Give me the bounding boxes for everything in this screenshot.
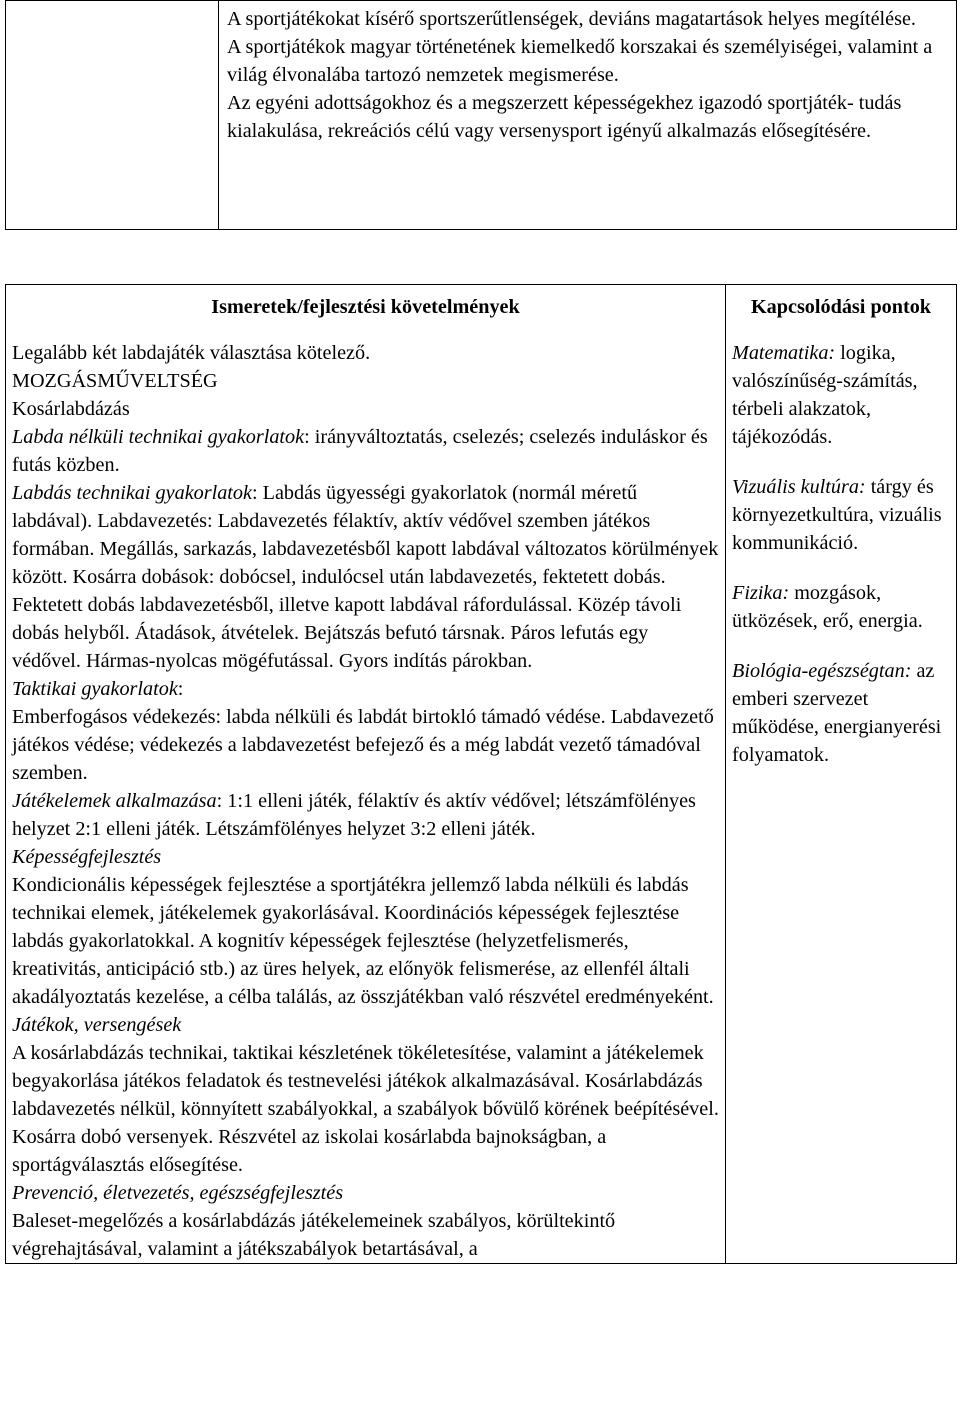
upper-paragraph-3: Az egyéni adottságokhoz és a megszerzett képességekhez igazodó sportjáték- tudás kialakulása, rekreációs célú vagy versenysport igényű alkalmazás elősegítésére. <box>227 92 902 142</box>
text-technique-ball: : Labdás ügyességi gyakorlatok (normál méretű labdával). Labdavezetés: Labdavezetés félaktív, aktív védővel szemben játékos formában. Megállás, sarkazás, labdavezetésből kapott labdával változatos körülmények között. Kosárra dobások: dobócsel, indulócsel után labdavezetés, fektetett dobás. Fektetett dobás labdavezetésből, illetve kapott labdával ráfordulással. Közép távoli dobás helyből. Átadások, átvételek. Bejátszás befutó társnak. Páros lefutás egy védővel. Hármas-nyolcas mögéfutással. Gyors indítás párokban. <box>12 482 719 672</box>
para-game-elements <box>12 787 719 843</box>
label-prevention: Prevenció, életvezetés, egészségfejlesztés <box>12 1182 344 1204</box>
upper-paragraph-1: A sportjátékokat kísérő sportszerűtlenségek, deviáns magatartások helyes megítélése. <box>227 8 916 30</box>
text-skill-development: Kondicionális képességek fejlesztése a sportjátékra jellemző labda nélküli és labdás technikai elemek, játékelemek gyakorlásával. Koordinációs képességek fejlesztése labdás gyakorlatokkal. A kognitív képességek fejlesztése (helyzetfelismerés, kreativitás, anticipáció stb.) az üres helyek, az előnyök felismerése, az ellenfél általi akadályoztatás kezelése, a célba találás, az összjátékban való részvétel eredményeként. <box>12 874 714 1008</box>
label-tactics: Taktikai gyakorlatok <box>12 678 178 700</box>
text-tactics: Emberfogásos védekezés: labda nélküli és labdát birtokló támadó védése. Labdavezető játékos védése; védekezés a labdavezetést befejező és a még labdát vezető támadóval szemben. <box>12 706 714 784</box>
upper-right-cell <box>219 1 957 230</box>
connection-math <box>732 339 950 451</box>
text-prevention: Baleset-megelőzés a kosárlabdázás játékelemeinek szabályos, körültekintő végrehajtásával, valamint a játékszabályok betartásával, a <box>12 1210 616 1260</box>
upper-left-cell <box>6 1 219 230</box>
header-connections: Kapcsolódási pontok <box>750 296 932 318</box>
text-technique-no-ball: : irányváltoztatás, cselezés; cselezés induláskor és futás közben. <box>12 426 708 476</box>
para-tactics <box>12 675 719 703</box>
requirements-cell <box>6 285 726 1264</box>
label-games-competitions: Játékok, versengések <box>12 1014 182 1036</box>
connections-cell <box>726 285 957 1264</box>
header-requirements: Ismeretek/fejlesztési követelmények <box>211 296 520 318</box>
label-visual: Vizuális kultúra: <box>732 476 866 498</box>
label-physics: Fizika: <box>732 582 790 604</box>
label-math: Matematika: <box>732 342 836 364</box>
para-technique-ball <box>12 479 719 675</box>
section-title: MOZGÁSMŰVELTSÉG <box>12 370 218 392</box>
connection-physics <box>732 579 950 635</box>
requirements-table <box>5 284 957 1264</box>
upper-table <box>5 0 957 230</box>
mandatory-note: Legalább két labdajáték választása kötelező. <box>12 342 371 364</box>
text-math: logika, valószínűség-számítás, térbeli alakzatok, tájékozódás. <box>732 342 918 448</box>
text-physics: mozgások, ütközések, erő, energia. <box>732 582 923 632</box>
label-skill-development: Képességfejlesztés <box>12 846 162 868</box>
sport-name: Kosárlabdázás <box>12 398 130 420</box>
text-biology: az emberi szervezet működése, energianyerési folyamatok. <box>732 660 942 766</box>
tactics-colon: : <box>177 678 184 700</box>
text-game-elements: : 1:1 elleni játék, félaktív és aktív védővel; létszámfölényes helyzet 2:1 elleni játék. Létszámfölényes helyzet 3:2 elleni játék. <box>12 790 696 840</box>
label-biology: Biológia-egészségtan: <box>732 660 912 682</box>
label-technique-no-ball: Labda nélküli technikai gyakorlatok <box>12 426 305 448</box>
text-visual: tárgy és környezetkultúra, vizuális kommunikáció. <box>732 476 942 554</box>
para-technique-no-ball <box>12 423 719 479</box>
upper-paragraph-2: A sportjátékok magyar történetének kiemelkedő korszakai és személyiségei, valamint a világ élvonalába tartozó nemzetek megismerése. <box>227 36 933 86</box>
label-technique-ball: Labdás technikai gyakorlatok <box>12 482 252 504</box>
label-game-elements: Játékelemek alkalmazása <box>12 790 217 812</box>
text-games-competitions: A kosárlabdázás technikai, taktikai készletének tökéletesítése, valamint a játékelemek begyakorlása játékos feladatok és testnevelési játékok alkalmazásával. Kosárlabdázás labdavezetés nélkül, könnyített szabályokkal, a szabályok bővülő körének beépítésével. Kosárra dobó versenyek. Részvétel az iskolai kosárlabda bajnokságban, a sportágválasztás elősegítése. <box>12 1042 719 1176</box>
connection-biology <box>732 657 950 769</box>
connection-visual <box>732 473 950 557</box>
